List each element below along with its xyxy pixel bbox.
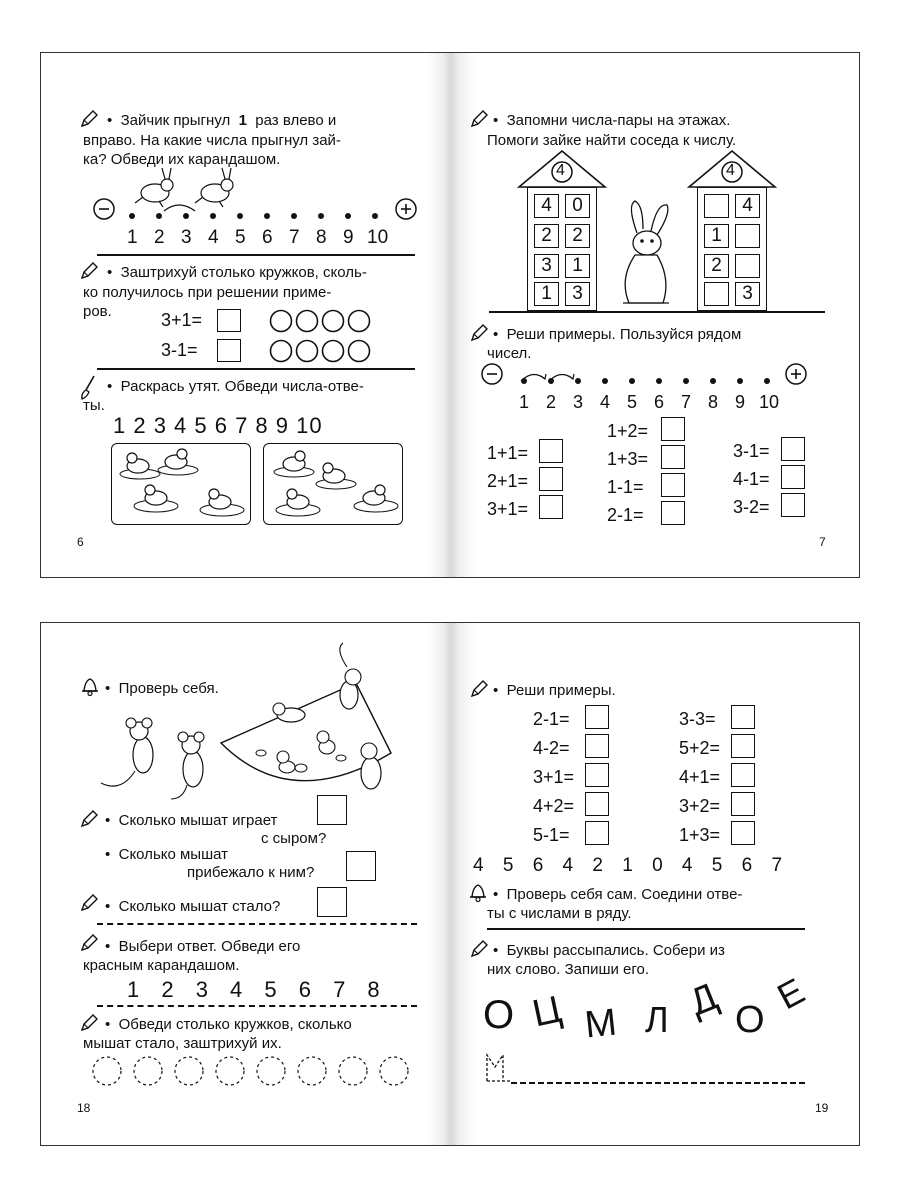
p18-check: • Проверь себя. [105, 680, 219, 697]
house-cell-empty[interactable] [704, 282, 729, 306]
house-cell: 3 [565, 282, 590, 306]
divider [97, 254, 415, 256]
p18-q2-line1: • Сколько мышат [105, 846, 229, 863]
plus-circle-icon [395, 198, 417, 220]
p19-task2-line2: ты с числами в ряду. [487, 905, 632, 922]
p7-equation: 1+1= [487, 443, 529, 463]
answer-box[interactable] [585, 734, 609, 758]
house-cell: 1 [534, 282, 559, 306]
p19-equation: 4+2= [533, 796, 575, 816]
p18-q2-line2: прибежало к ним? [187, 864, 315, 881]
answer-box[interactable] [539, 439, 563, 463]
letter[interactable]: Д [683, 975, 724, 1025]
house-cell: 4 [735, 194, 760, 218]
p7-task1-line1: • Запомни числа-пары на этажах. [493, 112, 731, 129]
letter[interactable]: О [735, 999, 765, 1041]
house-roof-number: 4 [556, 162, 565, 179]
bell-icon [467, 881, 489, 903]
pencil-icon [469, 109, 489, 129]
answer-box[interactable] [661, 445, 685, 469]
answer-box[interactable] [781, 437, 805, 461]
circles-row-1[interactable] [269, 309, 379, 333]
pencil-icon [79, 933, 99, 953]
answer-box[interactable] [661, 473, 685, 497]
pencil-icon [469, 939, 489, 959]
p18-q3: • Сколько мышат стало? [105, 898, 281, 915]
jumping-bunnies-illustration [129, 165, 249, 215]
writing-line-with-sample-letter[interactable] [481, 1051, 811, 1087]
answer-box[interactable] [539, 467, 563, 491]
circles-row-2[interactable] [269, 339, 379, 363]
p19-equation: 3+2= [679, 796, 721, 816]
pencil-icon [79, 893, 99, 913]
house-cell: 1 [704, 224, 729, 248]
answer-box[interactable] [585, 763, 609, 787]
house-cell-empty[interactable] [735, 254, 760, 278]
p7-equation: 4-1= [733, 469, 770, 489]
p6-task1-line1: • Зайчик прыгнул 1 раз влево и [107, 112, 337, 129]
p19-equation: 1+3= [679, 825, 721, 845]
p6-numberline-numbers: 1 2 3 4 5 6 7 8 9 10 [127, 227, 389, 248]
p7-task1-line2: Помоги зайке найти соседа к числу. [487, 132, 737, 149]
minus-circle-icon [481, 363, 503, 385]
p18-q1-line1: • Сколько мышат играет [105, 812, 278, 829]
answer-box[interactable] [661, 417, 685, 441]
page-number: 18 [77, 1101, 91, 1115]
page-gutter [426, 53, 476, 577]
answer-box[interactable] [217, 309, 241, 332]
house-cell: 3 [534, 254, 559, 278]
answer-box[interactable] [781, 465, 805, 489]
house-cell-empty[interactable] [704, 194, 729, 218]
answer-box[interactable] [585, 705, 609, 729]
answer-box[interactable] [317, 795, 347, 825]
p7-numberline-dots [517, 378, 787, 388]
p7-equation: 1+2= [607, 421, 649, 441]
letter[interactable]: О [483, 993, 515, 1037]
pencil-icon [79, 261, 99, 281]
p6-equation-2: 3-1= [161, 340, 198, 360]
answer-box[interactable] [539, 495, 563, 519]
dashed-circles-row[interactable] [91, 1055, 421, 1089]
p18-task3-line1: • Обведи столько кружков, сколько [105, 1016, 352, 1033]
answer-box[interactable] [731, 821, 755, 845]
house-left [517, 149, 607, 311]
p19-task1: • Реши примеры. [493, 682, 616, 699]
answer-box[interactable] [781, 493, 805, 517]
p7-task2-line2: чисел. [487, 345, 532, 362]
answer-box[interactable] [217, 339, 241, 362]
p19-equation: 4+1= [679, 767, 721, 787]
house-cell: 0 [565, 194, 590, 218]
mice-and-cheese-illustration [91, 643, 411, 803]
pencil-icon [79, 1013, 99, 1033]
page-number: 6 [77, 535, 84, 549]
p18-task2-line2: красным карандашом. [83, 957, 240, 974]
p18-answer-numbers[interactable]: 1 2 3 4 5 6 7 8 [127, 977, 388, 1002]
house-roof-number: 4 [726, 162, 735, 179]
minus-circle-icon [93, 198, 115, 220]
answer-box[interactable] [731, 792, 755, 816]
p6-answer-numbers[interactable]: 1 2 3 4 5 6 7 8 9 10 [113, 413, 323, 438]
p19-equation: 3-3= [679, 709, 716, 729]
p18-task2-line1: • Выбери ответ. Обведи его [105, 938, 301, 955]
p7-equation: 1-1= [607, 477, 644, 497]
p7-equation: 3-1= [733, 441, 770, 461]
p6-task1-line3: ка? Обведи их карандашом. [83, 151, 281, 168]
p19-task3-line1: • Буквы рассыпались. Собери из [493, 942, 725, 959]
pencil-icon [469, 323, 489, 343]
p6-task2-line3: ров. [83, 303, 112, 320]
pencil-icon [79, 109, 99, 129]
ground-line [489, 311, 825, 313]
p7-task2-line1: • Реши примеры. Пользуйся рядом [493, 326, 742, 343]
p6-task2-line2: ко получилось при решении приме- [83, 284, 332, 301]
p19-equation: 5+2= [679, 738, 721, 758]
page-number: 7 [819, 535, 826, 549]
letter[interactable]: Л [645, 999, 669, 1040]
p19-task2-line1: • Проверь себя сам. Соедини отве- [493, 886, 743, 903]
p7-equation: 1+3= [607, 449, 649, 469]
answer-box[interactable] [731, 763, 755, 787]
house-cell: 4 [534, 194, 559, 218]
p19-equation: 5-1= [533, 825, 570, 845]
divider [97, 368, 415, 370]
dashed-divider [97, 1005, 417, 1007]
p19-equation: 3+1= [533, 767, 575, 787]
house-cell: 2 [565, 224, 590, 248]
p7-equation: 2-1= [607, 505, 644, 525]
p6-task3-line1: • Раскрась утят. Обведи числа-отве- [107, 378, 364, 395]
p18-q1-line2: с сыром? [261, 830, 327, 847]
p7-equation: 2+1= [487, 471, 529, 491]
divider [487, 928, 805, 930]
answer-box[interactable] [585, 792, 609, 816]
spread-pages-18-19 [40, 622, 860, 1146]
p19-equation: 2-1= [533, 709, 570, 729]
p18-task3-line2: мышат стало, заштрихуй их. [83, 1035, 282, 1052]
p6-task2-line1: • Заштрихуй столько кружков, сколь- [107, 264, 367, 281]
p19-equation: 4-2= [533, 738, 570, 758]
house-cell: 2 [534, 224, 559, 248]
answer-box[interactable] [346, 851, 376, 881]
house-cell-empty[interactable] [735, 224, 760, 248]
answer-box[interactable] [731, 734, 755, 758]
p19-task3-line2: них слово. Запиши его. [487, 961, 650, 978]
house-cell: 3 [735, 282, 760, 306]
letter[interactable]: Ц [528, 988, 566, 1036]
answer-box[interactable] [731, 705, 755, 729]
pencil-icon [79, 809, 99, 829]
letter[interactable]: Е [770, 969, 811, 1018]
house-right [687, 149, 777, 311]
p6-task1-line2: вправо. На какие числа прыгнул зай- [83, 132, 341, 149]
page-number: 19 [815, 1101, 829, 1115]
answer-box[interactable] [317, 887, 347, 917]
p7-equation: 3+1= [487, 499, 529, 519]
p7-equation: 3-2= [733, 497, 770, 517]
answer-box[interactable] [661, 501, 685, 525]
ducks-picture-left [111, 443, 251, 525]
plus-circle-icon [785, 363, 807, 385]
pencil-icon [469, 679, 489, 699]
p6-equation-1: 3+1= [161, 310, 203, 330]
letter[interactable]: М [582, 1001, 619, 1047]
house-cell: 1 [565, 254, 590, 278]
answer-box[interactable] [585, 821, 609, 845]
bunny-illustration [613, 199, 683, 309]
p6-numberline-dots [125, 213, 395, 223]
ducks-picture-right [263, 443, 403, 525]
dashed-divider [97, 923, 417, 925]
p19-answer-numbers[interactable]: 4 5 6 4 2 1 0 4 5 6 7 [473, 855, 790, 876]
p6-task3-line2: ты. [83, 397, 105, 414]
p7-numberline-numbers: 1 2 3 4 5 6 7 8 9 10 [519, 392, 780, 412]
spread-pages-6-7 [40, 52, 860, 578]
house-cell: 2 [704, 254, 729, 278]
